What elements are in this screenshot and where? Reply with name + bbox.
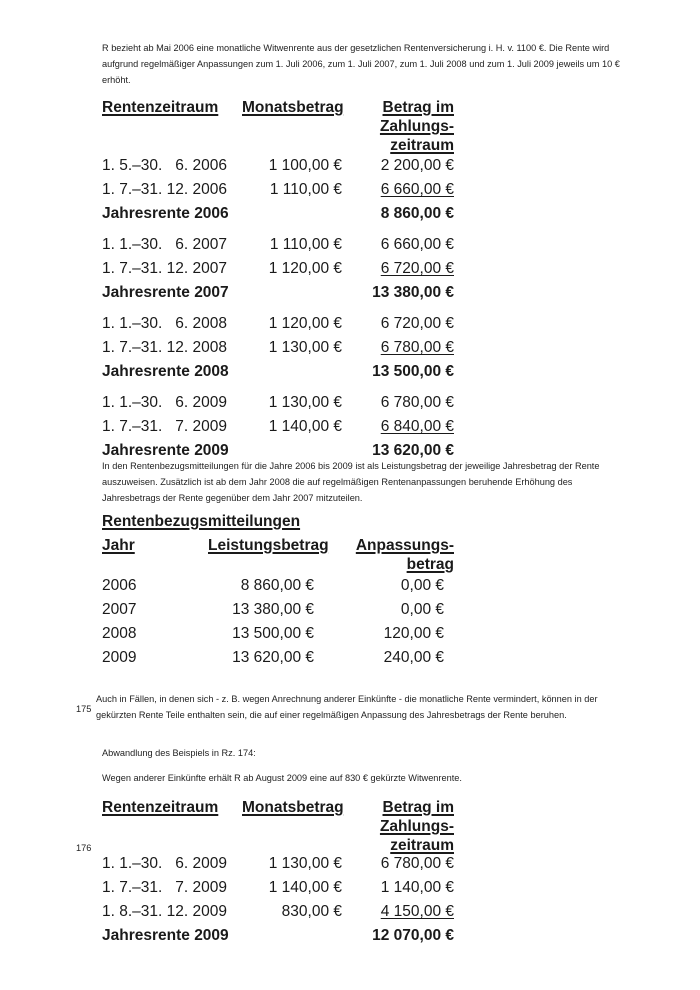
rent-period-table-2006-2009 <box>102 98 462 463</box>
table-row: 1. 7.–31. 12. 2008 1 130,00 € 6 780,00 € <box>102 339 454 356</box>
example-heading: Abwandlung des Beispiels in Rz. 174: <box>102 748 256 758</box>
table-row: 1. 7.–31. 12. 2007 1 120,00 € 6 720,00 € <box>102 260 454 277</box>
table-row: 2008 13 500,00 € 120,00 € <box>102 625 444 642</box>
annual-total-row: Jahresrente 2009 13 620,00 € <box>102 442 454 459</box>
header-betrag-im-zahlungszeitraum: Betrag im Zahlungs- zeitraum <box>379 99 454 154</box>
margin-number-176: 176 <box>76 843 92 853</box>
paragraph-rz-175: Auch in Fällen, in denen sich - z. B. wegen Anrechnung anderer Einkünfte - die monatliche Rente vermindert, können in der gekürzten Rente Teile enthalten sein, die auf einer regelmäßigen Anpassung des Jahresbetrags der Rente beruhen. <box>96 694 598 720</box>
margin-number-175: 175 <box>76 704 92 714</box>
rent-period-table-2009-reduced <box>102 798 462 948</box>
header-monatsbetrag: Monatsbetrag <box>242 99 344 116</box>
header-anpassungsbetrag: Anpassungs- betrag <box>355 537 454 573</box>
table-row: 1. 1.–30. 6. 2008 1 120,00 € 6 720,00 € <box>102 315 454 332</box>
table-row: 1. 7.–31. 12. 2006 1 110,00 € 6 660,00 € <box>102 181 454 198</box>
rentenbezugsmitteilungen-table <box>102 512 462 670</box>
table-row: 1. 1.–30. 6. 2009 1 130,00 € 6 780,00 € <box>102 394 454 411</box>
table-header <box>102 536 462 574</box>
header-rentenzeitraum: Rentenzeitraum <box>102 799 219 816</box>
table-row: 1. 7.–31. 7. 2009 1 140,00 € 6 840,00 € <box>102 418 454 435</box>
header-betrag-im-zahlungszeitraum: Betrag im Zahlungs- zeitraum <box>379 799 454 854</box>
example-description: Wegen anderer Einkünfte erhält R ab August 2009 eine auf 830 € gekürzte Witwenrente. <box>102 773 462 783</box>
intro-paragraph: R bezieht ab Mai 2006 eine monatliche Witwenrente aus der gesetzlichen Rentenversicherung i. H. v. 1100 €. Die Rente wird aufgrund regelmäßiger Anpassungen zum 1. Juli 2006, zum 1. Juli 2007, zum 1. Juli 2008 und zum 1. Juli 2009 jeweils um 10 € erhöht. <box>102 43 620 85</box>
table-header <box>102 98 462 154</box>
header-monatsbetrag: Monatsbetrag <box>242 799 344 816</box>
table-row: 1. 7.–31. 7. 2009 1 140,00 € 1 140,00 € <box>102 879 454 896</box>
table-title: Rentenbezugsmitteilungen <box>102 513 301 530</box>
table-row: 1. 1.–30. 6. 2007 1 110,00 € 6 660,00 € <box>102 236 454 253</box>
annual-total-row: Jahresrente 2006 8 860,00 € <box>102 205 454 222</box>
header-jahr: Jahr <box>102 537 135 554</box>
paragraph-rentenbezugsmitteilungen: In den Rentenbezugsmitteilungen für die Jahre 2006 bis 2009 ist als Leistungsbetrag der jeweilige Jahresbetrag der Rente auszuweisen. Zusätzlich ist ab dem Jahr 2008 die auf regelmäßigen Rentenanpassungen beruhende Erhöhung des Jahresbetrags der Rente gegenüber dem Jahr 2007 mitzuteilen. <box>102 461 600 503</box>
annual-total-row: Jahresrente 2008 13 500,00 € <box>102 363 454 380</box>
header-leistungsbetrag: Leistungsbetrag <box>208 537 329 554</box>
header-rentenzeitraum: Rentenzeitraum <box>102 99 219 116</box>
table-row: 2006 8 860,00 € 0,00 € <box>102 577 444 594</box>
table-row: 1. 5.–30. 6. 2006 1 100,00 € 2 200,00 € <box>102 157 454 174</box>
annual-total-row: Jahresrente 2007 13 380,00 € <box>102 284 454 301</box>
table-row: 1. 1.–30. 6. 2009 1 130,00 € 6 780,00 € <box>102 855 454 872</box>
table-row: 1. 8.–31. 12. 2009 830,00 € 4 150,00 € <box>102 903 454 920</box>
annual-total-row: Jahresrente 2009 12 070,00 € <box>102 927 454 944</box>
table-row: 2007 13 380,00 € 0,00 € <box>102 601 444 618</box>
table-header <box>102 798 462 852</box>
table-row: 2009 13 620,00 € 240,00 € <box>102 649 444 666</box>
